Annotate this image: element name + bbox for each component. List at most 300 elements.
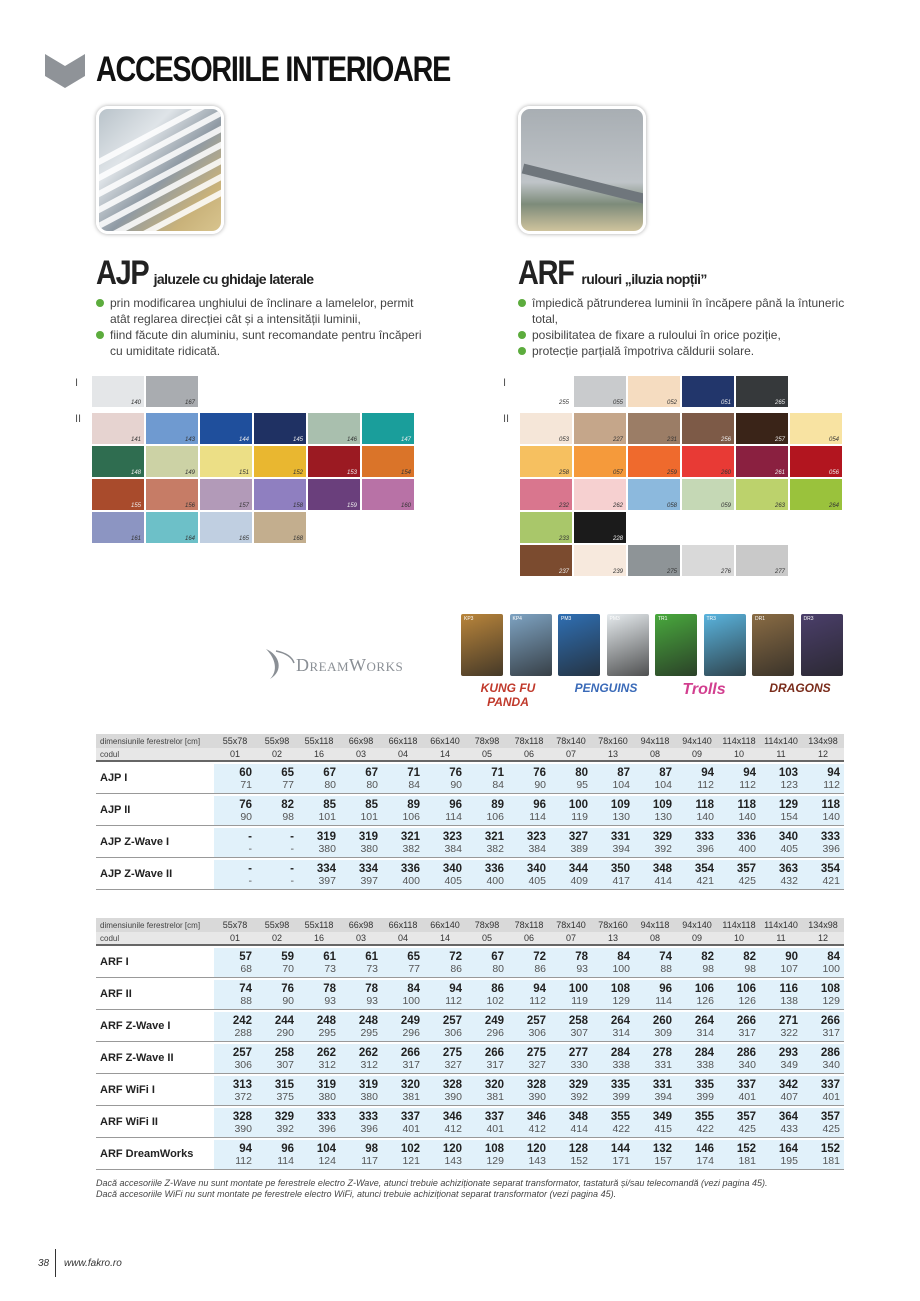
price-cell: 320 <box>466 1076 508 1091</box>
price-cell: 70 <box>256 963 298 977</box>
code-header: 10 <box>718 748 760 761</box>
swatch-code: 164 <box>184 536 195 542</box>
color-swatch <box>628 479 680 510</box>
price-cell: 118 <box>676 796 718 811</box>
swatch-code: 156 <box>184 503 195 509</box>
price-cell: 248 <box>340 1012 382 1027</box>
code-header: 06 <box>508 748 550 761</box>
price-cell: 336 <box>382 860 424 875</box>
price-cell: 357 <box>718 860 760 875</box>
code-header: 07 <box>550 932 592 945</box>
price-cell: - <box>214 860 256 875</box>
row-label: AJP Z-Wave II <box>96 860 214 889</box>
price-cell: 67 <box>340 764 382 779</box>
row-label: ARF II <box>96 980 214 1009</box>
dvd-code: DR1 <box>755 616 766 622</box>
color-swatch <box>308 479 360 510</box>
table-row <box>96 980 844 995</box>
swatch-code: 143 <box>184 437 195 443</box>
price-cell: 317 <box>802 1027 844 1041</box>
price-cell: 76 <box>508 764 550 779</box>
ajp-group-label: II <box>75 413 82 425</box>
price-cell: 354 <box>802 860 844 875</box>
price-cell: 143 <box>424 1155 466 1169</box>
price-cell: 421 <box>676 875 718 889</box>
price-cell: 129 <box>592 995 634 1009</box>
arf-price-table <box>96 918 844 1170</box>
color-swatch <box>736 545 788 576</box>
price-cell: 84 <box>466 779 508 793</box>
price-cell: 120 <box>508 1140 550 1155</box>
price-cell: 140 <box>676 811 718 825</box>
code-label: codul <box>96 748 214 761</box>
color-swatch <box>574 376 626 407</box>
swatch-code: 058 <box>666 503 677 509</box>
price-cell: 414 <box>550 1123 592 1137</box>
price-cell: 334 <box>298 860 340 875</box>
price-cell: 101 <box>298 811 340 825</box>
price-cell: 421 <box>802 875 844 889</box>
price-cell: 432 <box>760 875 802 889</box>
row-label: ARF Z-Wave I <box>96 1012 214 1041</box>
price-cell: 313 <box>214 1076 256 1091</box>
dvd-code: KP3 <box>464 616 474 622</box>
size-header: 78x98 <box>466 918 508 932</box>
price-cell: 126 <box>718 995 760 1009</box>
price-cell: 405 <box>508 875 550 889</box>
price-cell: 94 <box>424 980 466 995</box>
price-cell: 401 <box>382 1123 424 1137</box>
price-cell: 271 <box>760 1012 802 1027</box>
price-cell: 407 <box>760 1091 802 1105</box>
price-cell: 128 <box>550 1140 592 1155</box>
size-header: 66x140 <box>424 734 466 748</box>
size-header: 78x160 <box>592 734 634 748</box>
price-cell: 94 <box>214 1140 256 1155</box>
price-cell: 116 <box>760 980 802 995</box>
price-cell: 396 <box>298 1123 340 1137</box>
table-row <box>96 764 844 779</box>
price-cell: 390 <box>424 1091 466 1105</box>
price-cell: 96 <box>256 1140 298 1155</box>
table-row <box>96 1108 844 1123</box>
price-cell: 77 <box>382 963 424 977</box>
price-cell: 327 <box>424 1059 466 1073</box>
code-header: 13 <box>592 748 634 761</box>
price-cell: 71 <box>382 764 424 779</box>
code-header: 04 <box>382 932 424 945</box>
price-cell: 93 <box>550 963 592 977</box>
price-cell: 425 <box>802 1123 844 1137</box>
price-cell: 120 <box>424 1140 466 1155</box>
dims-label: dimensiunile ferestrelor [cm] <box>96 734 214 748</box>
code-header: 16 <box>298 748 340 761</box>
swatch-code: 144 <box>238 437 249 443</box>
price-cell: 342 <box>760 1076 802 1091</box>
ajp-code: AJP <box>96 254 149 292</box>
price-cell: 88 <box>214 995 256 1009</box>
price-cell: 382 <box>466 843 508 857</box>
price-cell: 295 <box>340 1027 382 1041</box>
price-cell: 327 <box>508 1059 550 1073</box>
price-cell: 266 <box>802 1012 844 1027</box>
dvd-cover <box>752 614 794 676</box>
price-cell: 112 <box>676 779 718 793</box>
size-header: 55x78 <box>214 734 256 748</box>
price-cell: 171 <box>592 1155 634 1169</box>
swatch-code: 259 <box>666 470 677 476</box>
arf-code: ARF <box>518 254 574 292</box>
code-header: 11 <box>760 932 802 945</box>
price-cell: 381 <box>466 1091 508 1105</box>
price-cell: 319 <box>340 1076 382 1091</box>
color-swatch <box>736 479 788 510</box>
size-header: 78x118 <box>508 918 550 932</box>
color-swatch <box>146 413 198 444</box>
color-swatch <box>362 413 414 444</box>
size-header: 66x118 <box>382 734 424 748</box>
price-cell: 399 <box>592 1091 634 1105</box>
list-item: posibilitatea de fixare a ruloului în orice poziție, <box>518 327 858 343</box>
color-swatch <box>200 446 252 477</box>
price-cell: 349 <box>634 1108 676 1123</box>
price-cell: 78 <box>340 980 382 995</box>
price-cell: 380 <box>340 1091 382 1105</box>
price-cell: 118 <box>802 796 844 811</box>
price-cell: 114 <box>256 1155 298 1169</box>
price-cell: 340 <box>760 828 802 843</box>
price-cell: 417 <box>592 875 634 889</box>
code-header: 16 <box>298 932 340 945</box>
color-swatch <box>146 446 198 477</box>
price-cell: 260 <box>634 1012 676 1027</box>
list-item: protecție parțială împotriva căldurii solare. <box>518 343 858 359</box>
price-cell: 85 <box>298 796 340 811</box>
code-header: 08 <box>634 748 676 761</box>
price-cell: 288 <box>214 1027 256 1041</box>
price-cell: 335 <box>676 1076 718 1091</box>
code-header: 02 <box>256 748 298 761</box>
price-cell: - <box>214 843 256 857</box>
price-cell: 258 <box>256 1044 298 1059</box>
footnotes <box>96 1178 826 1200</box>
swatch-code: 158 <box>292 503 303 509</box>
price-cell: 397 <box>298 875 340 889</box>
color-swatch <box>308 446 360 477</box>
price-cell: 401 <box>718 1091 760 1105</box>
size-header: 66x98 <box>340 918 382 932</box>
price-cell: 71 <box>214 779 256 793</box>
price-cell: 73 <box>340 963 382 977</box>
price-cell: 293 <box>760 1044 802 1059</box>
price-cell: 73 <box>298 963 340 977</box>
price-cell: 117 <box>340 1155 382 1169</box>
chevron-icon <box>45 54 85 88</box>
price-cell: 364 <box>760 1108 802 1123</box>
swatch-code: 167 <box>184 400 195 406</box>
price-cell: 405 <box>424 875 466 889</box>
ajp-photo <box>96 106 224 234</box>
color-swatch <box>92 479 144 510</box>
swatch-code: 161 <box>130 536 141 542</box>
swatch-code: 055 <box>612 400 623 406</box>
price-cell: 96 <box>424 796 466 811</box>
size-header: 94x140 <box>676 734 718 748</box>
price-cell: 130 <box>592 811 634 825</box>
swatch-code: 151 <box>238 470 249 476</box>
swatch-code: 152 <box>292 470 303 476</box>
price-cell: 78 <box>550 948 592 963</box>
price-cell: 392 <box>634 843 676 857</box>
price-cell: 266 <box>718 1012 760 1027</box>
size-header: 78x160 <box>592 918 634 932</box>
price-cell: 132 <box>634 1140 676 1155</box>
price-cell: 433 <box>760 1123 802 1137</box>
price-cell: 248 <box>298 1012 340 1027</box>
price-cell: 95 <box>550 779 592 793</box>
price-cell: 266 <box>382 1044 424 1059</box>
price-cell: 400 <box>718 843 760 857</box>
price-cell: 76 <box>214 796 256 811</box>
swatch-code: 159 <box>346 503 357 509</box>
swatch-code: 051 <box>720 400 731 406</box>
price-cell: 296 <box>466 1027 508 1041</box>
price-cell: 93 <box>340 995 382 1009</box>
price-cell: 112 <box>214 1155 256 1169</box>
price-cell: 306 <box>214 1059 256 1073</box>
swatch-code: 053 <box>558 437 569 443</box>
price-cell: 399 <box>676 1091 718 1105</box>
price-cell: 336 <box>718 828 760 843</box>
price-cell: 112 <box>718 779 760 793</box>
price-cell: 392 <box>550 1091 592 1105</box>
color-swatch <box>682 479 734 510</box>
price-cell: 422 <box>592 1123 634 1137</box>
price-cell: 258 <box>550 1012 592 1027</box>
color-swatch <box>520 413 572 444</box>
price-cell: 355 <box>592 1108 634 1123</box>
price-cell: 98 <box>256 811 298 825</box>
code-header: 09 <box>676 932 718 945</box>
price-cell: 337 <box>382 1108 424 1123</box>
price-cell: 412 <box>508 1123 550 1137</box>
price-cell: 329 <box>256 1108 298 1123</box>
price-cell: 112 <box>802 779 844 793</box>
price-cell: 320 <box>382 1076 424 1091</box>
price-cell: 106 <box>466 811 508 825</box>
swatch-code: 052 <box>666 400 677 406</box>
price-cell: 331 <box>634 1076 676 1091</box>
color-swatch <box>790 413 842 444</box>
price-cell: 146 <box>676 1140 718 1155</box>
price-cell: 89 <box>466 796 508 811</box>
swatch-code: 263 <box>774 503 785 509</box>
price-cell: 262 <box>340 1044 382 1059</box>
dvd-code: TR3 <box>706 616 716 622</box>
price-cell: 98 <box>718 963 760 977</box>
price-cell: 382 <box>382 843 424 857</box>
price-cell: 68 <box>214 963 256 977</box>
price-cell: 321 <box>466 828 508 843</box>
price-cell: 94 <box>676 764 718 779</box>
dvd-cover <box>607 614 649 676</box>
color-swatch <box>254 446 306 477</box>
color-swatch <box>574 446 626 477</box>
price-cell: 112 <box>508 995 550 1009</box>
price-cell: 59 <box>256 948 298 963</box>
code-header: 05 <box>466 932 508 945</box>
size-header: 94x118 <box>634 918 676 932</box>
price-cell: 119 <box>550 995 592 1009</box>
color-swatch <box>628 413 680 444</box>
swatch-code: 141 <box>130 437 141 443</box>
price-cell: 164 <box>760 1140 802 1155</box>
color-swatch <box>146 512 198 543</box>
price-cell: 121 <box>382 1155 424 1169</box>
code-header: 07 <box>550 748 592 761</box>
price-cell: 86 <box>466 980 508 995</box>
price-cell: 333 <box>676 828 718 843</box>
price-cell: 331 <box>634 1059 676 1073</box>
row-label: ARF Z-Wave II <box>96 1044 214 1073</box>
price-cell: 295 <box>298 1027 340 1041</box>
price-cell: 249 <box>382 1012 424 1027</box>
dreamworks-logo-text: DreamWorks <box>296 655 404 675</box>
price-cell: 152 <box>802 1140 844 1155</box>
price-cell: 100 <box>382 995 424 1009</box>
price-cell: 108 <box>802 980 844 995</box>
price-cell: 74 <box>214 980 256 995</box>
swatch-code: 264 <box>828 503 839 509</box>
size-header: 78x98 <box>466 734 508 748</box>
code-header: 05 <box>466 748 508 761</box>
swatch-code: 237 <box>558 569 569 575</box>
price-cell: 384 <box>508 843 550 857</box>
size-header: 78x118 <box>508 734 550 748</box>
price-cell: 101 <box>340 811 382 825</box>
arf-group-label: I <box>503 377 507 389</box>
price-cell: 317 <box>382 1059 424 1073</box>
price-cell: 118 <box>718 796 760 811</box>
swatch-code: 261 <box>774 470 785 476</box>
swatch-code: 147 <box>400 437 411 443</box>
price-cell: 109 <box>634 796 676 811</box>
swatch-code: 145 <box>292 437 303 443</box>
swatch-code: 231 <box>666 437 677 443</box>
price-cell: 394 <box>634 1091 676 1105</box>
size-header: 134x98 <box>802 918 844 932</box>
price-cell: 100 <box>550 980 592 995</box>
price-cell: 346 <box>508 1108 550 1123</box>
price-cell: 381 <box>382 1091 424 1105</box>
price-cell: - <box>256 828 298 843</box>
price-cell: 425 <box>718 1123 760 1137</box>
size-header: 114x118 <box>718 734 760 748</box>
dvd-cover <box>655 614 697 676</box>
dvd-code: KP4 <box>512 616 522 622</box>
price-cell: 87 <box>634 764 676 779</box>
price-cell: 88 <box>634 963 676 977</box>
price-cell: 94 <box>802 764 844 779</box>
price-cell: 290 <box>256 1027 298 1041</box>
swatch-code: 227 <box>612 437 623 443</box>
color-swatch <box>736 413 788 444</box>
price-cell: 157 <box>634 1155 676 1169</box>
swatch-code: 154 <box>400 470 411 476</box>
price-cell: 100 <box>550 796 592 811</box>
price-cell: 74 <box>634 948 676 963</box>
color-swatch <box>520 376 572 407</box>
color-swatch <box>682 446 734 477</box>
price-cell: 264 <box>592 1012 634 1027</box>
price-cell: 96 <box>634 980 676 995</box>
color-swatch <box>628 376 680 407</box>
footer-url: www.fakro.ro <box>64 1258 122 1269</box>
price-cell: 425 <box>718 875 760 889</box>
page-number: 38 <box>38 1258 50 1269</box>
price-cell: 296 <box>382 1027 424 1041</box>
price-cell: 286 <box>718 1044 760 1059</box>
size-header: 134x98 <box>802 734 844 748</box>
price-cell: 337 <box>466 1108 508 1123</box>
color-swatch <box>146 376 198 407</box>
code-header: 14 <box>424 932 466 945</box>
price-cell: 336 <box>466 860 508 875</box>
price-cell: 77 <box>256 779 298 793</box>
price-cell: 154 <box>760 811 802 825</box>
price-cell: 335 <box>592 1076 634 1091</box>
price-cell: 94 <box>718 764 760 779</box>
color-swatch <box>254 479 306 510</box>
code-header: 10 <box>718 932 760 945</box>
size-header: 114x140 <box>760 918 802 932</box>
swatch-code: 056 <box>828 470 839 476</box>
price-cell: 333 <box>340 1108 382 1123</box>
list-item: împiedică pătrunderea luminii în încăpere până la întuneric total, <box>518 295 858 327</box>
price-cell: 249 <box>466 1012 508 1027</box>
price-cell: 340 <box>802 1059 844 1073</box>
price-cell: 90 <box>256 995 298 1009</box>
color-swatch <box>200 479 252 510</box>
dvd-code: PM3 <box>561 616 572 622</box>
swatch-code: 165 <box>238 536 249 542</box>
price-cell: 327 <box>550 828 592 843</box>
price-cell: 257 <box>214 1044 256 1059</box>
price-cell: 86 <box>508 963 550 977</box>
color-swatch <box>574 545 626 576</box>
color-swatch <box>200 512 252 543</box>
price-cell: 67 <box>466 948 508 963</box>
price-cell: 82 <box>256 796 298 811</box>
price-cell: 380 <box>298 1091 340 1105</box>
price-cell: 401 <box>802 1091 844 1105</box>
code-header: 11 <box>760 748 802 761</box>
price-cell: 126 <box>676 995 718 1009</box>
price-cell: 106 <box>718 980 760 995</box>
price-cell: 278 <box>634 1044 676 1059</box>
price-cell: 380 <box>340 843 382 857</box>
price-cell: 390 <box>508 1091 550 1105</box>
price-cell: 80 <box>340 779 382 793</box>
price-cell: 307 <box>256 1059 298 1073</box>
price-cell: - <box>256 843 298 857</box>
color-swatch <box>574 479 626 510</box>
color-swatch <box>362 446 414 477</box>
color-swatch <box>308 413 360 444</box>
price-cell: 284 <box>676 1044 718 1059</box>
size-header: 78x140 <box>550 918 592 932</box>
swatch-code: 276 <box>720 569 731 575</box>
